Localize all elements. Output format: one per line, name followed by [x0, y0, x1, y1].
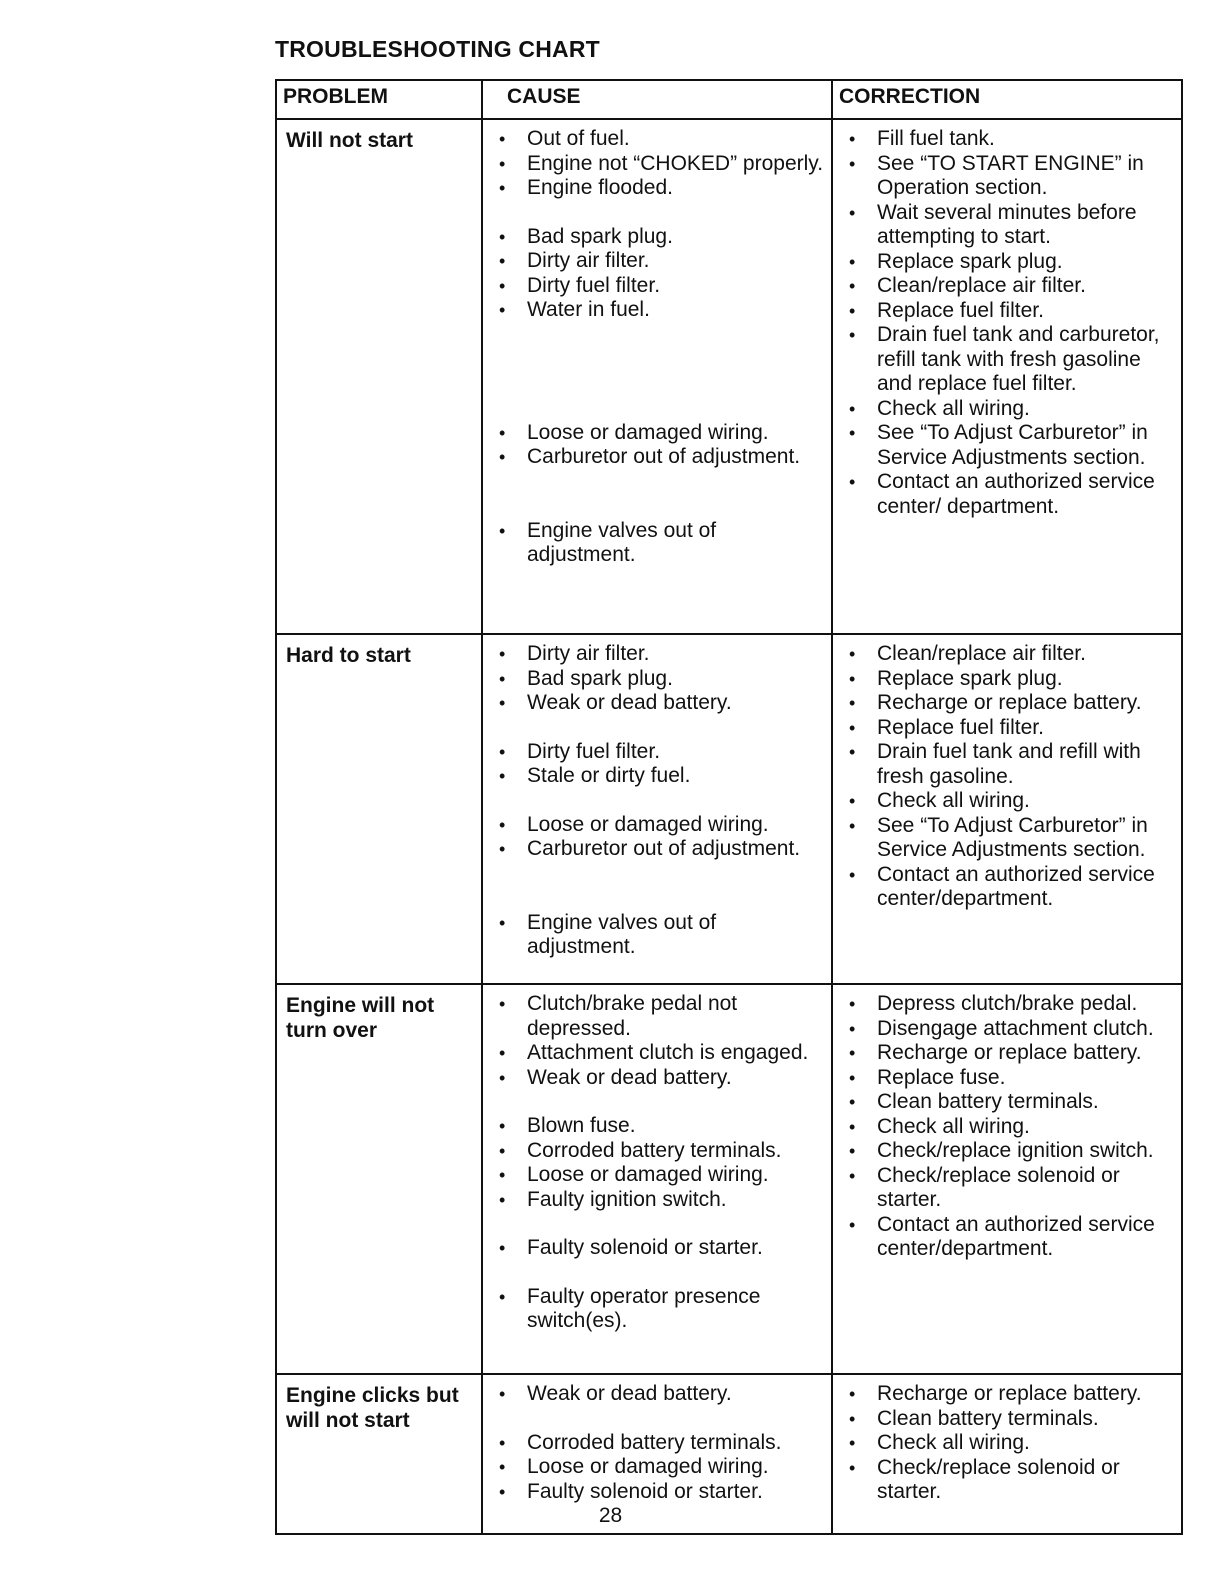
problem-cell — [276, 119, 482, 634]
problem-label: Engine clicks but will not start — [286, 1384, 459, 1432]
chart-title: TROUBLESHOOTING CHART — [275, 36, 600, 62]
list-item: • Stale or dirty fuel. — [497, 764, 825, 789]
cause-list — [483, 635, 831, 970]
list-item: • Check all wiring. — [847, 789, 1175, 814]
list-item: • Fill fuel tank. — [847, 127, 1175, 152]
list-item: • Weak or dead battery. — [497, 1382, 825, 1407]
list-item: • Replace fuse. — [847, 1066, 1175, 1091]
correction-list — [833, 1375, 1181, 1515]
list-item: • Attachment clutch is engaged. — [497, 1041, 825, 1066]
list-item: • Contact an authorized service center/department. — [847, 1213, 1175, 1262]
correction-cell — [832, 984, 1182, 1374]
problem-cell — [276, 634, 482, 984]
header-cause: CAUSE — [482, 80, 832, 119]
cause-cell — [482, 119, 832, 634]
list-item: • Replace fuel filter. — [847, 716, 1175, 741]
list-item: • See “To Adjust Carburetor” in Service Adjustments section. — [847, 814, 1175, 863]
list-item: • Dirty fuel filter. — [497, 740, 825, 765]
list-item: • Depress clutch/brake pedal. — [847, 992, 1175, 1017]
list-item: • See “TO START ENGINE” in Operation section. — [847, 152, 1175, 201]
list-item: • Disengage attachment clutch. — [847, 1017, 1175, 1042]
problem-label: Engine will not turn over — [286, 994, 435, 1042]
list-item: • Drain fuel tank and refill with fresh gasoline. — [847, 740, 1175, 789]
list-item: • Recharge or replace battery. — [847, 691, 1175, 716]
list-item: • Water in fuel. — [497, 298, 825, 323]
cause-list — [483, 985, 831, 1344]
list-item: • Carburetor out of adjustment. — [497, 837, 825, 862]
cause-list — [483, 120, 831, 578]
cause-cell — [482, 634, 832, 984]
list-item: • Check/replace solenoid or starter. — [847, 1456, 1175, 1505]
list-item: • See “To Adjust Carburetor” in Service Adjustments section. — [847, 421, 1175, 470]
header-problem: PROBLEM — [276, 80, 482, 119]
table-row — [276, 634, 1182, 984]
list-item: • Corroded battery terminals. — [497, 1431, 825, 1456]
list-item: • Check/replace ignition switch. — [847, 1139, 1175, 1164]
list-item: • Faulty operator presence switch(es). — [497, 1285, 825, 1334]
problem-label: Will not start — [286, 129, 413, 152]
list-item: • Faulty solenoid or starter. — [497, 1480, 825, 1505]
correction-list — [833, 985, 1181, 1272]
list-item: • Contact an authorized service center/department. — [847, 863, 1175, 912]
list-item: • Check all wiring. — [847, 1431, 1175, 1456]
troubleshooting-table — [275, 79, 1183, 1535]
correction-list — [833, 635, 1181, 922]
list-item: • Blown fuse. — [497, 1114, 825, 1139]
list-item: • Engine valves out of adjustment. — [497, 519, 825, 568]
list-item: • Bad spark plug. — [497, 225, 825, 250]
cause-cell — [482, 984, 832, 1374]
problem-cell — [276, 984, 482, 1374]
list-item: • Clean battery terminals. — [847, 1090, 1175, 1115]
list-item: • Recharge or replace battery. — [847, 1382, 1175, 1407]
list-item: • Clutch/brake pedal not depressed. — [497, 992, 825, 1041]
list-item: • Replace spark plug. — [847, 250, 1175, 275]
list-item: • Clean battery terminals. — [847, 1407, 1175, 1432]
list-item: • Engine not “CHOKED” properly. — [497, 152, 825, 177]
correction-list — [833, 120, 1181, 529]
problem-label: Hard to start — [286, 644, 411, 667]
list-item: • Corroded battery terminals. — [497, 1139, 825, 1164]
list-item: • Replace spark plug. — [847, 667, 1175, 692]
list-item: • Loose or damaged wiring. — [497, 421, 825, 446]
list-item: • Dirty air filter. — [497, 642, 825, 667]
cause-list — [483, 1375, 831, 1514]
list-item: • Faulty solenoid or starter. — [497, 1236, 825, 1261]
list-item: • Carburetor out of adjustment. — [497, 445, 825, 470]
list-item: • Dirty fuel filter. — [497, 274, 825, 299]
list-item: • Loose or damaged wiring. — [497, 1455, 825, 1480]
list-item: • Wait several minutes before attempting to start. — [847, 201, 1175, 250]
list-item: • Engine valves out of adjustment. — [497, 911, 825, 960]
list-item: • Replace fuel filter. — [847, 299, 1175, 324]
table-row — [276, 984, 1182, 1374]
list-item: • Check all wiring. — [847, 397, 1175, 422]
list-item: • Dirty air filter. — [497, 249, 825, 274]
list-item: • Faulty ignition switch. — [497, 1188, 825, 1213]
list-item: • Check all wiring. — [847, 1115, 1175, 1140]
list-item: • Bad spark plug. — [497, 667, 825, 692]
list-item: • Contact an authorized service center/ department. — [847, 470, 1175, 519]
list-item: • Weak or dead battery. — [497, 691, 825, 716]
table-row — [276, 119, 1182, 634]
header-correction: CORRECTION — [832, 80, 1182, 119]
list-item: • Drain fuel tank and carburetor, refill tank with fresh gasoline and replace fuel filter. — [847, 323, 1175, 397]
correction-cell — [832, 634, 1182, 984]
list-item: • Loose or damaged wiring. — [497, 813, 825, 838]
list-item: • Clean/replace air filter. — [847, 642, 1175, 667]
page-number: 28 — [598, 1504, 623, 1527]
list-item: • Weak or dead battery. — [497, 1066, 825, 1091]
list-item: • Clean/replace air filter. — [847, 274, 1175, 299]
list-item: • Recharge or replace battery. — [847, 1041, 1175, 1066]
list-item: • Check/replace solenoid or starter. — [847, 1164, 1175, 1213]
correction-cell — [832, 119, 1182, 634]
list-item: • Loose or damaged wiring. — [497, 1163, 825, 1188]
table-header-row — [276, 80, 1182, 119]
list-item: • Out of fuel. — [497, 127, 825, 152]
list-item: • Engine flooded. — [497, 176, 825, 201]
